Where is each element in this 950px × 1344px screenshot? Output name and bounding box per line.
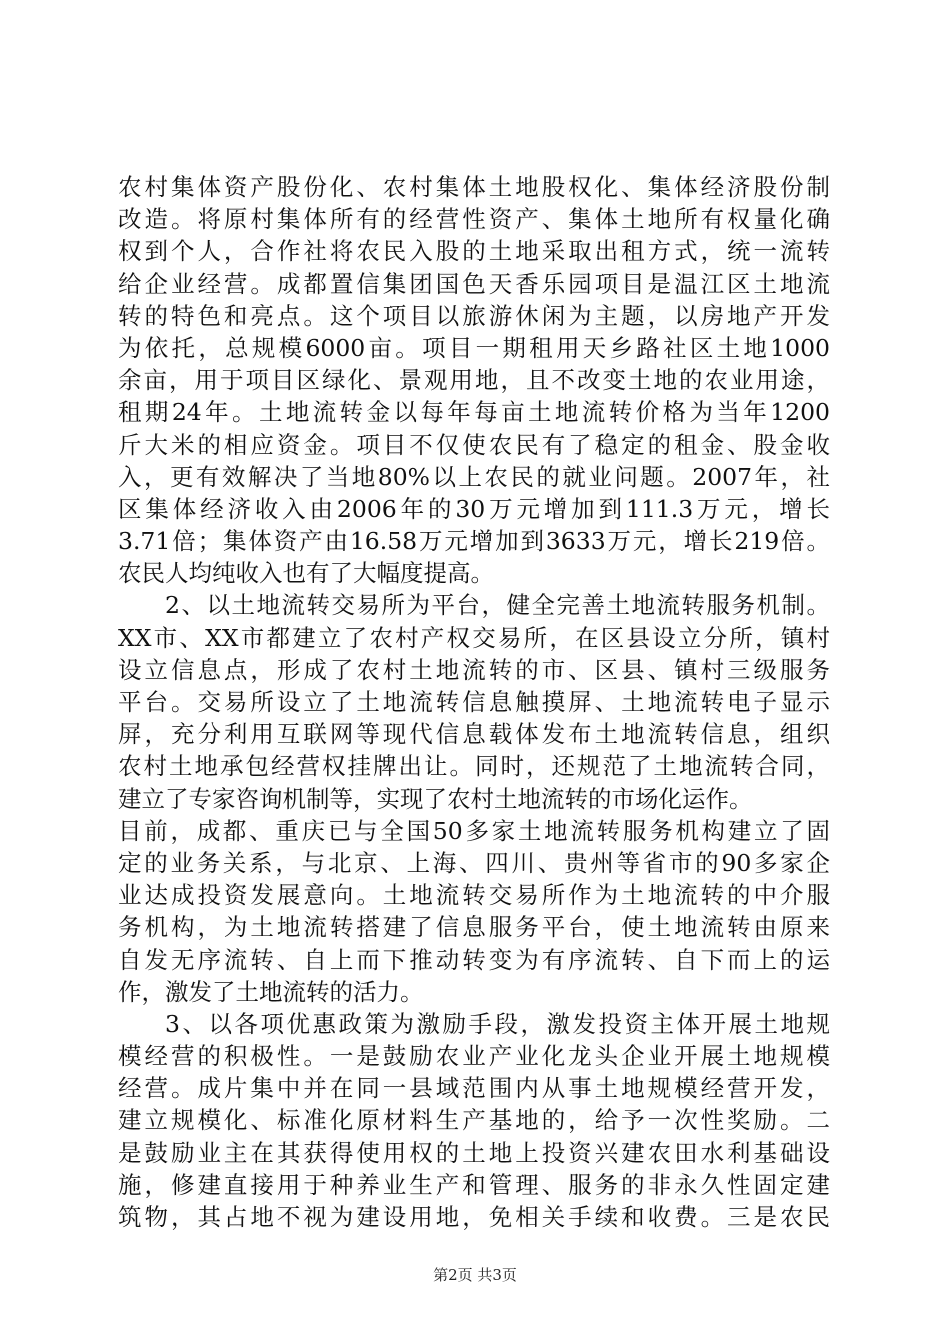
text-line: 改造。将原村集体所有的经营性资产、集体土地所有权量化确 [118, 205, 830, 234]
text-line: 农民人均纯收入也有了大幅度提高。 [118, 559, 494, 588]
text-line: 农村集体资产股份化、农村集体土地股权化、集体经济股份制 [118, 173, 830, 201]
body-text [118, 171, 830, 1233]
text-line: 定的业务关系，与北京、上海、四川、贵州等省市的90多家企 [118, 848, 830, 877]
text-line: 施，修建直接用于种养业生产和管理、服务的非永久性固定建 [118, 1170, 830, 1199]
text-line: 经营。成片集中并在同一县域范围内从事土地规模经营开发， [118, 1074, 830, 1103]
text-line: 农村土地承包经营权挂牌出让。同时，还规范了土地流转合同， [118, 752, 830, 781]
text-line: 入，更有效解决了当地80%以上农民的就业问题。2007年，社 [118, 462, 830, 491]
text-line: 屏，充分利用互联网等现代信息载体发布土地流转信息，组织 [118, 720, 830, 749]
page-footer: 第2页 共3页 [433, 1266, 517, 1284]
text-line: 3、以各项优惠政策为激励手段，激发投资主体开展土地规 [165, 1009, 830, 1038]
text-line: 2、以土地流转交易所为平台，健全完善土地流转服务机制。 [165, 591, 830, 620]
text-line: 为依托，总规模6000亩。项目一期租用天乡路社区土地1000 [118, 333, 830, 362]
text-line: 余亩，用于项目区绿化、景观用地，且不改变土地的农业用途， [118, 366, 830, 395]
text-line: 业达成投资发展意向。土地流转交易所作为土地流转的中介服 [118, 881, 830, 910]
text-line: 斤大米的相应资金。项目不仅使农民有了稳定的租金、股金收 [118, 430, 830, 459]
text-line: 权到个人，合作社将农民入股的土地采取出租方式，统一流转 [118, 237, 830, 266]
text-line: 是鼓励业主在其获得使用权的土地上投资兴建农田水利基础设 [118, 1138, 830, 1167]
text-line: 3.71倍；集体资产由16.58万元增加到3633万元，增长219倍。 [118, 527, 830, 556]
text-line: 建立规模化、标准化原材料生产基地的，给予一次性奖励。二 [118, 1106, 830, 1135]
text-line: 区集体经济收入由2006年的30万元增加到111.3万元，增长 [118, 494, 830, 523]
text-line: 目前，成都、重庆已与全国50多家土地流转服务机构建立了固 [118, 816, 830, 845]
text-line: 模经营的积极性。一是鼓励农业产业化龙头企业开展土地规模 [118, 1042, 830, 1071]
text-line: XX市、XX市都建立了农村产权交易所，在区县设立分所，镇村 [118, 623, 830, 652]
text-line: 转的特色和亮点。这个项目以旅游休闲为主题，以房地产开发 [118, 301, 830, 330]
text-line: 务机构，为土地流转搭建了信息服务平台，使土地流转由原来 [118, 913, 830, 942]
text-line: 平台。交易所设立了土地流转信息触摸屏、土地流转电子显示 [118, 688, 830, 716]
text-line: 租期24年。土地流转金以每年每亩土地流转价格为当年1200 [118, 398, 830, 427]
text-line: 给企业经营。成都置信集团国色天香乐园项目是温江区土地流 [118, 269, 830, 298]
text-line: 自发无序流转、自上而下推动转变为有序流转、自下而上的运 [118, 945, 830, 974]
text-line: 设立信息点，形成了农村土地流转的市、区县、镇村三级服务 [118, 655, 830, 684]
text-line: 筑物，其占地不视为建设用地，免相关手续和收费。三是农民 [118, 1203, 830, 1231]
text-line: 建立了专家咨询机制等，实现了农村土地流转的市场化运作。 [118, 784, 753, 813]
text-line: 作，激发了土地流转的活力。 [118, 977, 424, 1006]
